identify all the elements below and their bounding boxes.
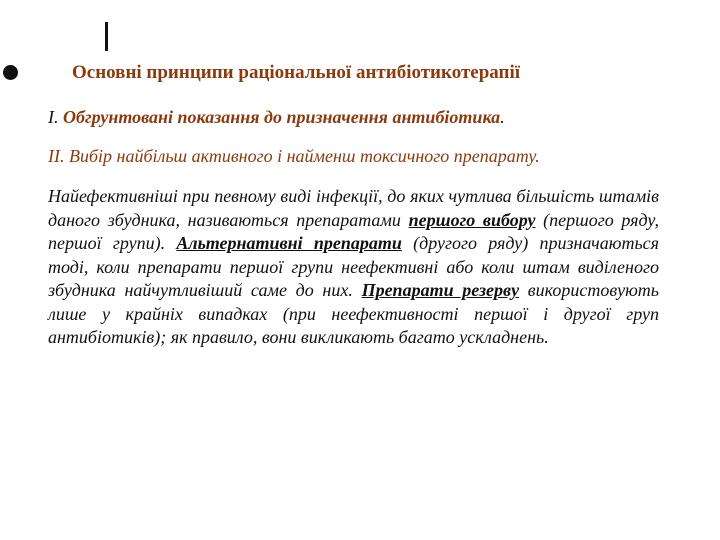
term-first-choice: першого вибору xyxy=(408,209,536,230)
principle-one-text: Обгрунтовані показання до призначення антибіотика xyxy=(63,107,501,127)
principle-one-numeral: I. xyxy=(48,107,59,127)
term-reserve-drugs: Препарати резерву xyxy=(361,280,520,300)
body-paragraph xyxy=(48,185,659,350)
term-alternative-drugs: Альтернативні препарати xyxy=(176,233,402,253)
principle-two: II. Вибір найбільш активного і найменш токсичного препарату. xyxy=(48,146,540,166)
paragraph-part-3: (другого ряду) призначаються тоді, коли препарати першої групи неефективні або коли штам виділеного збудника найчутливіший саме до них. xyxy=(48,233,659,300)
paragraph-part-1: Найефективніші при певному виді інфекції, до яких чутлива більшість штамів даного збудника, називаються препаратами xyxy=(48,186,659,230)
paragraph-part-2: (першого ряду, першої групи). xyxy=(48,209,659,253)
principle-one-end: . xyxy=(500,107,505,127)
paragraph-part-4: використовують лише у крайніх випадках (при неефективності першої і другої груп антибіотиків); як правило, вони викликають багато ускладнень. xyxy=(48,280,659,347)
vertical-bar-decoration xyxy=(105,22,108,51)
principle-one xyxy=(48,107,505,128)
bullet-circle-icon xyxy=(3,65,18,80)
slide-title: Основні принципи раціональної антибіотикотерапії xyxy=(72,62,521,83)
